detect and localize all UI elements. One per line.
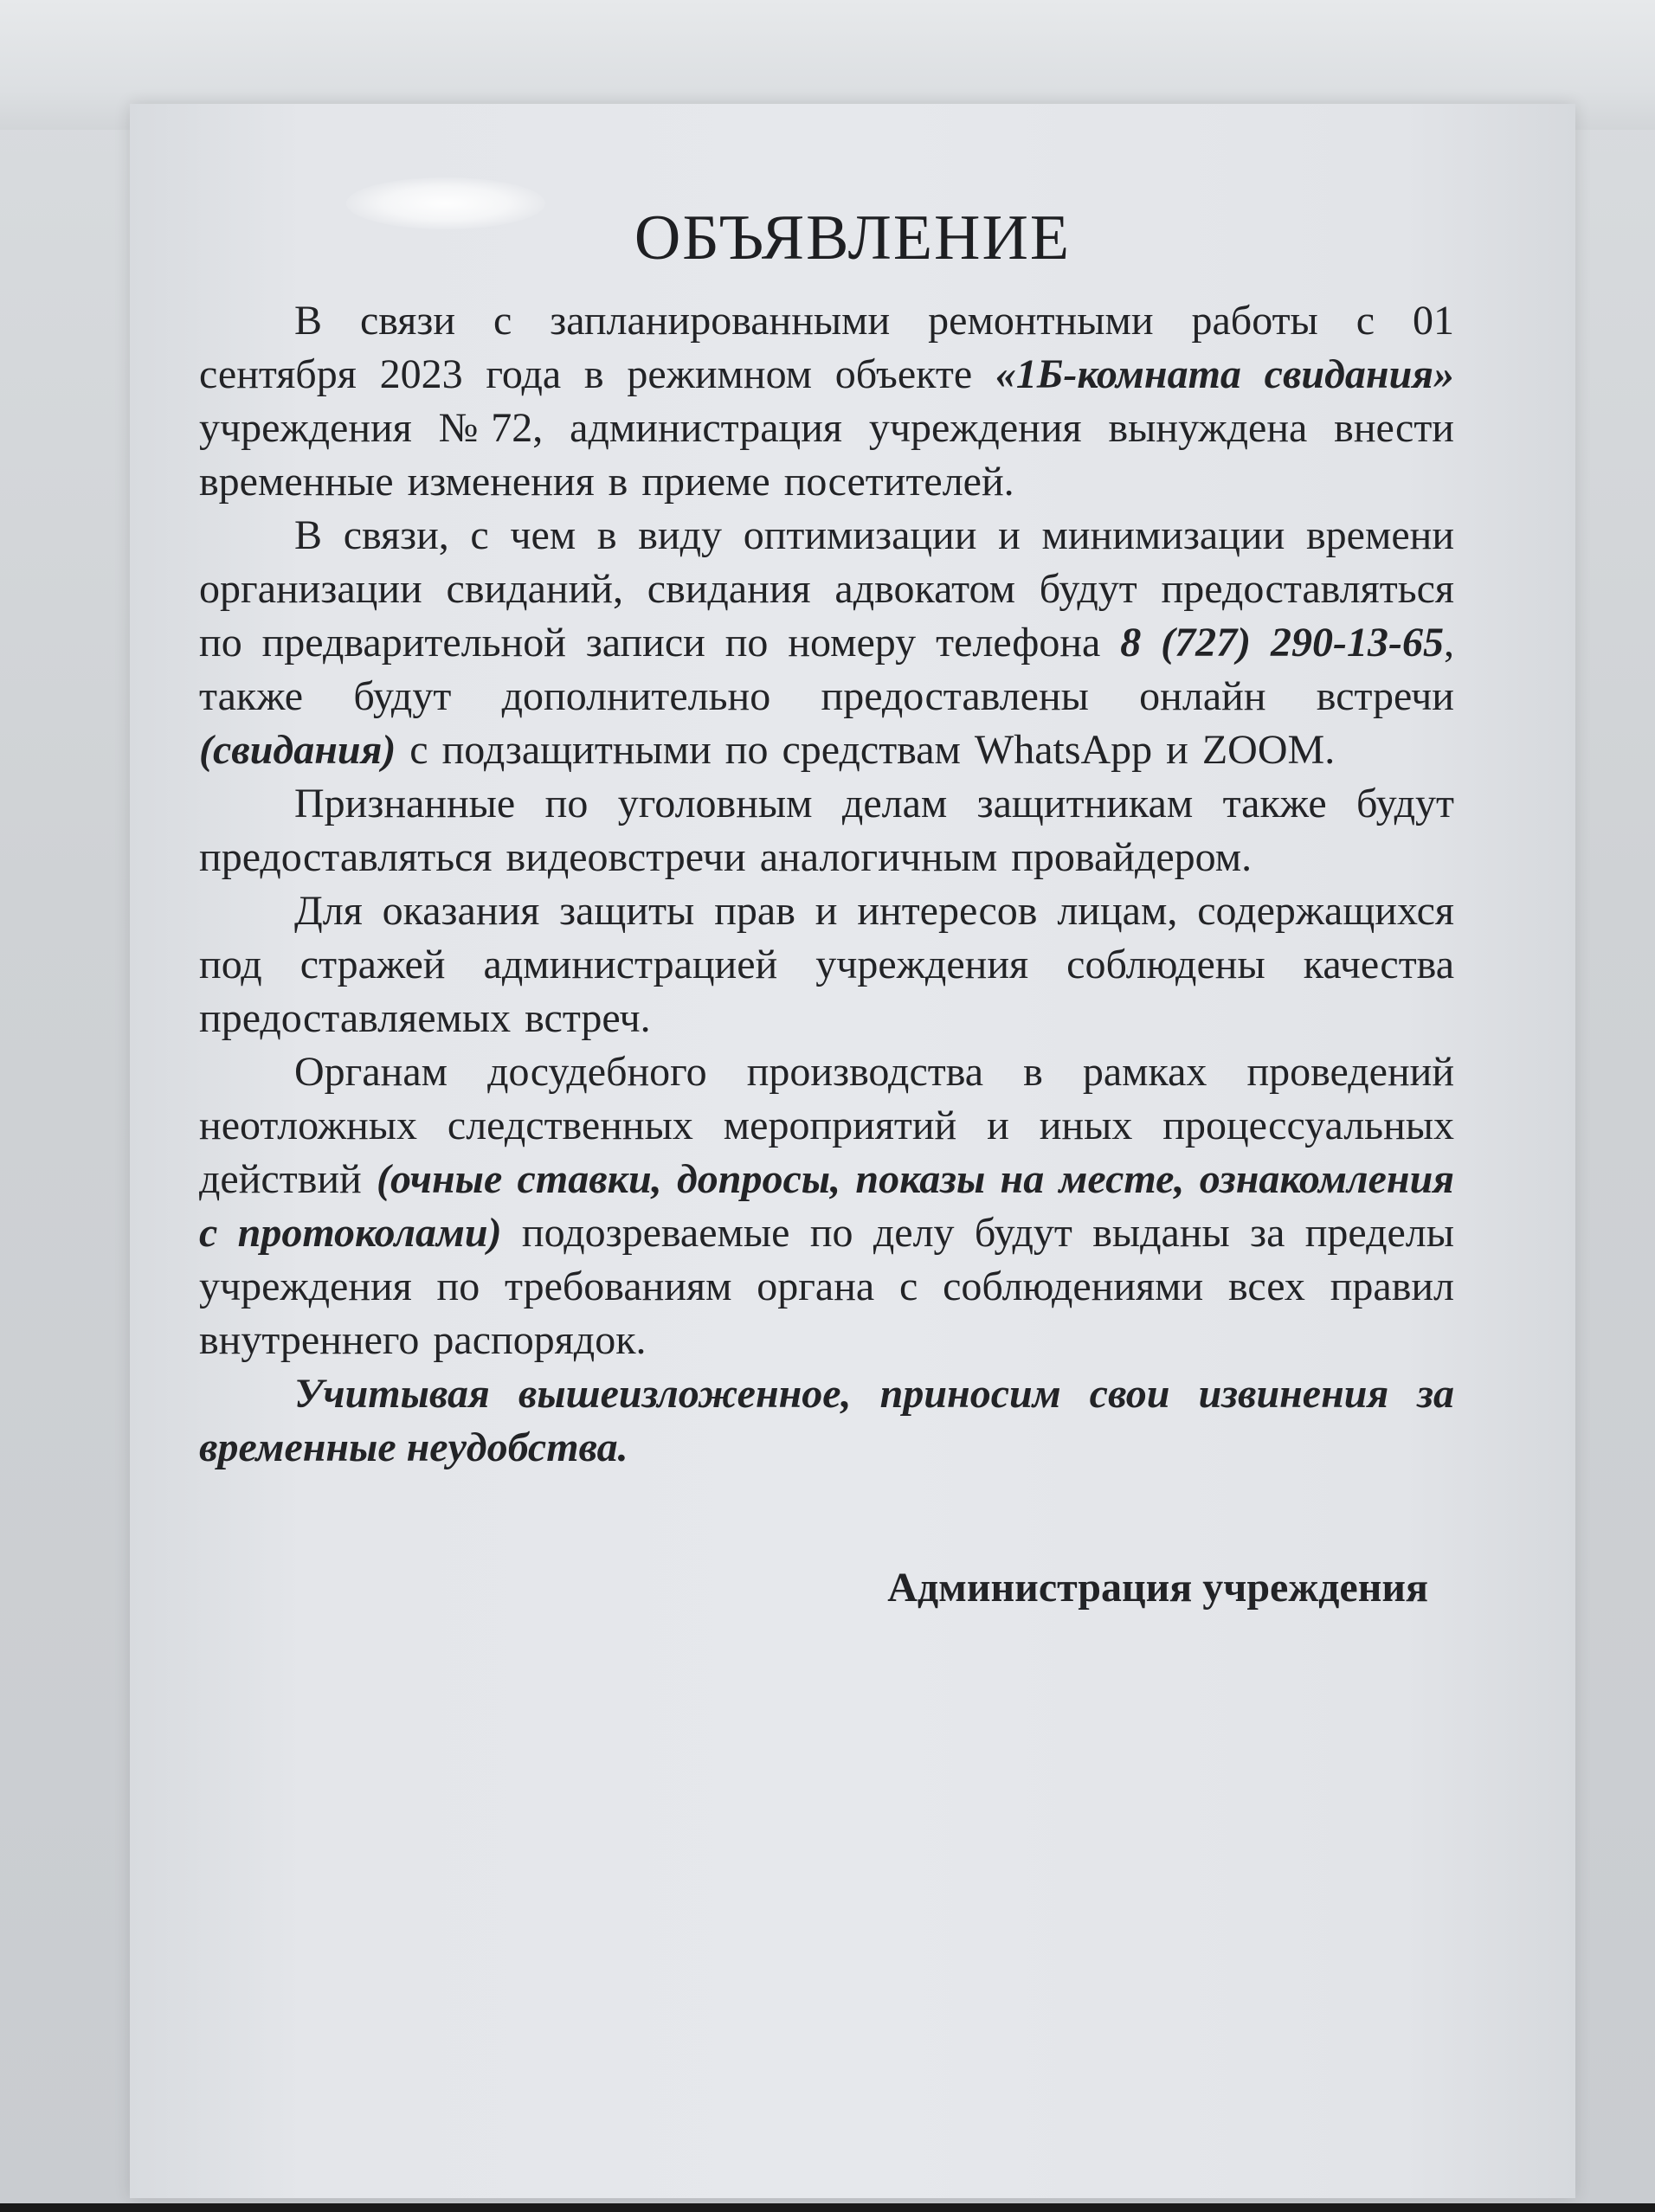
bottom-edge — [0, 2203, 1655, 2212]
paragraph-2-text-a: В связи, с чем в виду оптимизации и минимизации времени организации свиданий, свидания адвокатом будут предоставляться по предварительной записи по номеру телефона — [199, 512, 1454, 666]
closing-apology: Учитывая вышеизложенное, приносим свои извинения за временные неудобства. — [199, 1371, 1454, 1470]
paragraph-2-text-d: с подзащитными по средствам WhatsApp и ZOOM. — [396, 727, 1336, 773]
paragraph-5-text-a: Органам досудебного производства в рамках проведений неотложных следственных мероприятий и иных процессуальных действий — [199, 1049, 1454, 1202]
paragraph-2 — [199, 509, 1454, 777]
phone-number: 8 (727) 290-13-65 — [1120, 620, 1445, 666]
paragraph-1-room-name: «1Б-комната свидания» — [995, 351, 1454, 397]
paragraph-1-text-c: учреждения №72, администрация учреждения вынуждена внести временные изменения в приеме посетителей. — [199, 405, 1454, 505]
notice-title: ОБЪЯВЛЕНИЕ — [634, 203, 1072, 273]
signature: Администрация учреждения — [887, 1565, 1428, 1611]
paragraph-5-emphasis: (очные ставки, допросы, показы на месте, ознакомления с протоколами) — [199, 1156, 1454, 1256]
paragraph-4: Для оказания защиты прав и интересов лицам, содержащихся под стражей администрацией учреждения соблюдены качества предоставляемых встреч. — [199, 888, 1454, 1041]
notice-content — [199, 199, 1454, 1615]
paragraph-2-emphasis: (свидания) — [199, 727, 396, 773]
paragraph-2-text-b: , также будут дополнительно предоставлены онлайн встречи — [199, 620, 1455, 719]
paragraph-1 — [199, 294, 1454, 509]
paragraph-5 — [199, 1045, 1454, 1367]
paragraph-1-text-a: В связи с запланированными ремонтными работы с 01 сентября 2023 года в режимном объекте — [199, 298, 1454, 397]
paragraph-5-text-c: подозреваемые по делу будут выданы за пределы учреждения по требованиям органа с соблюдениями всех правил внутреннего распорядок. — [199, 1210, 1455, 1363]
paragraph-3: Признанные по уголовным делам защитникам также будут предоставляться видеовстречи аналогичным провайдером. — [199, 781, 1454, 880]
